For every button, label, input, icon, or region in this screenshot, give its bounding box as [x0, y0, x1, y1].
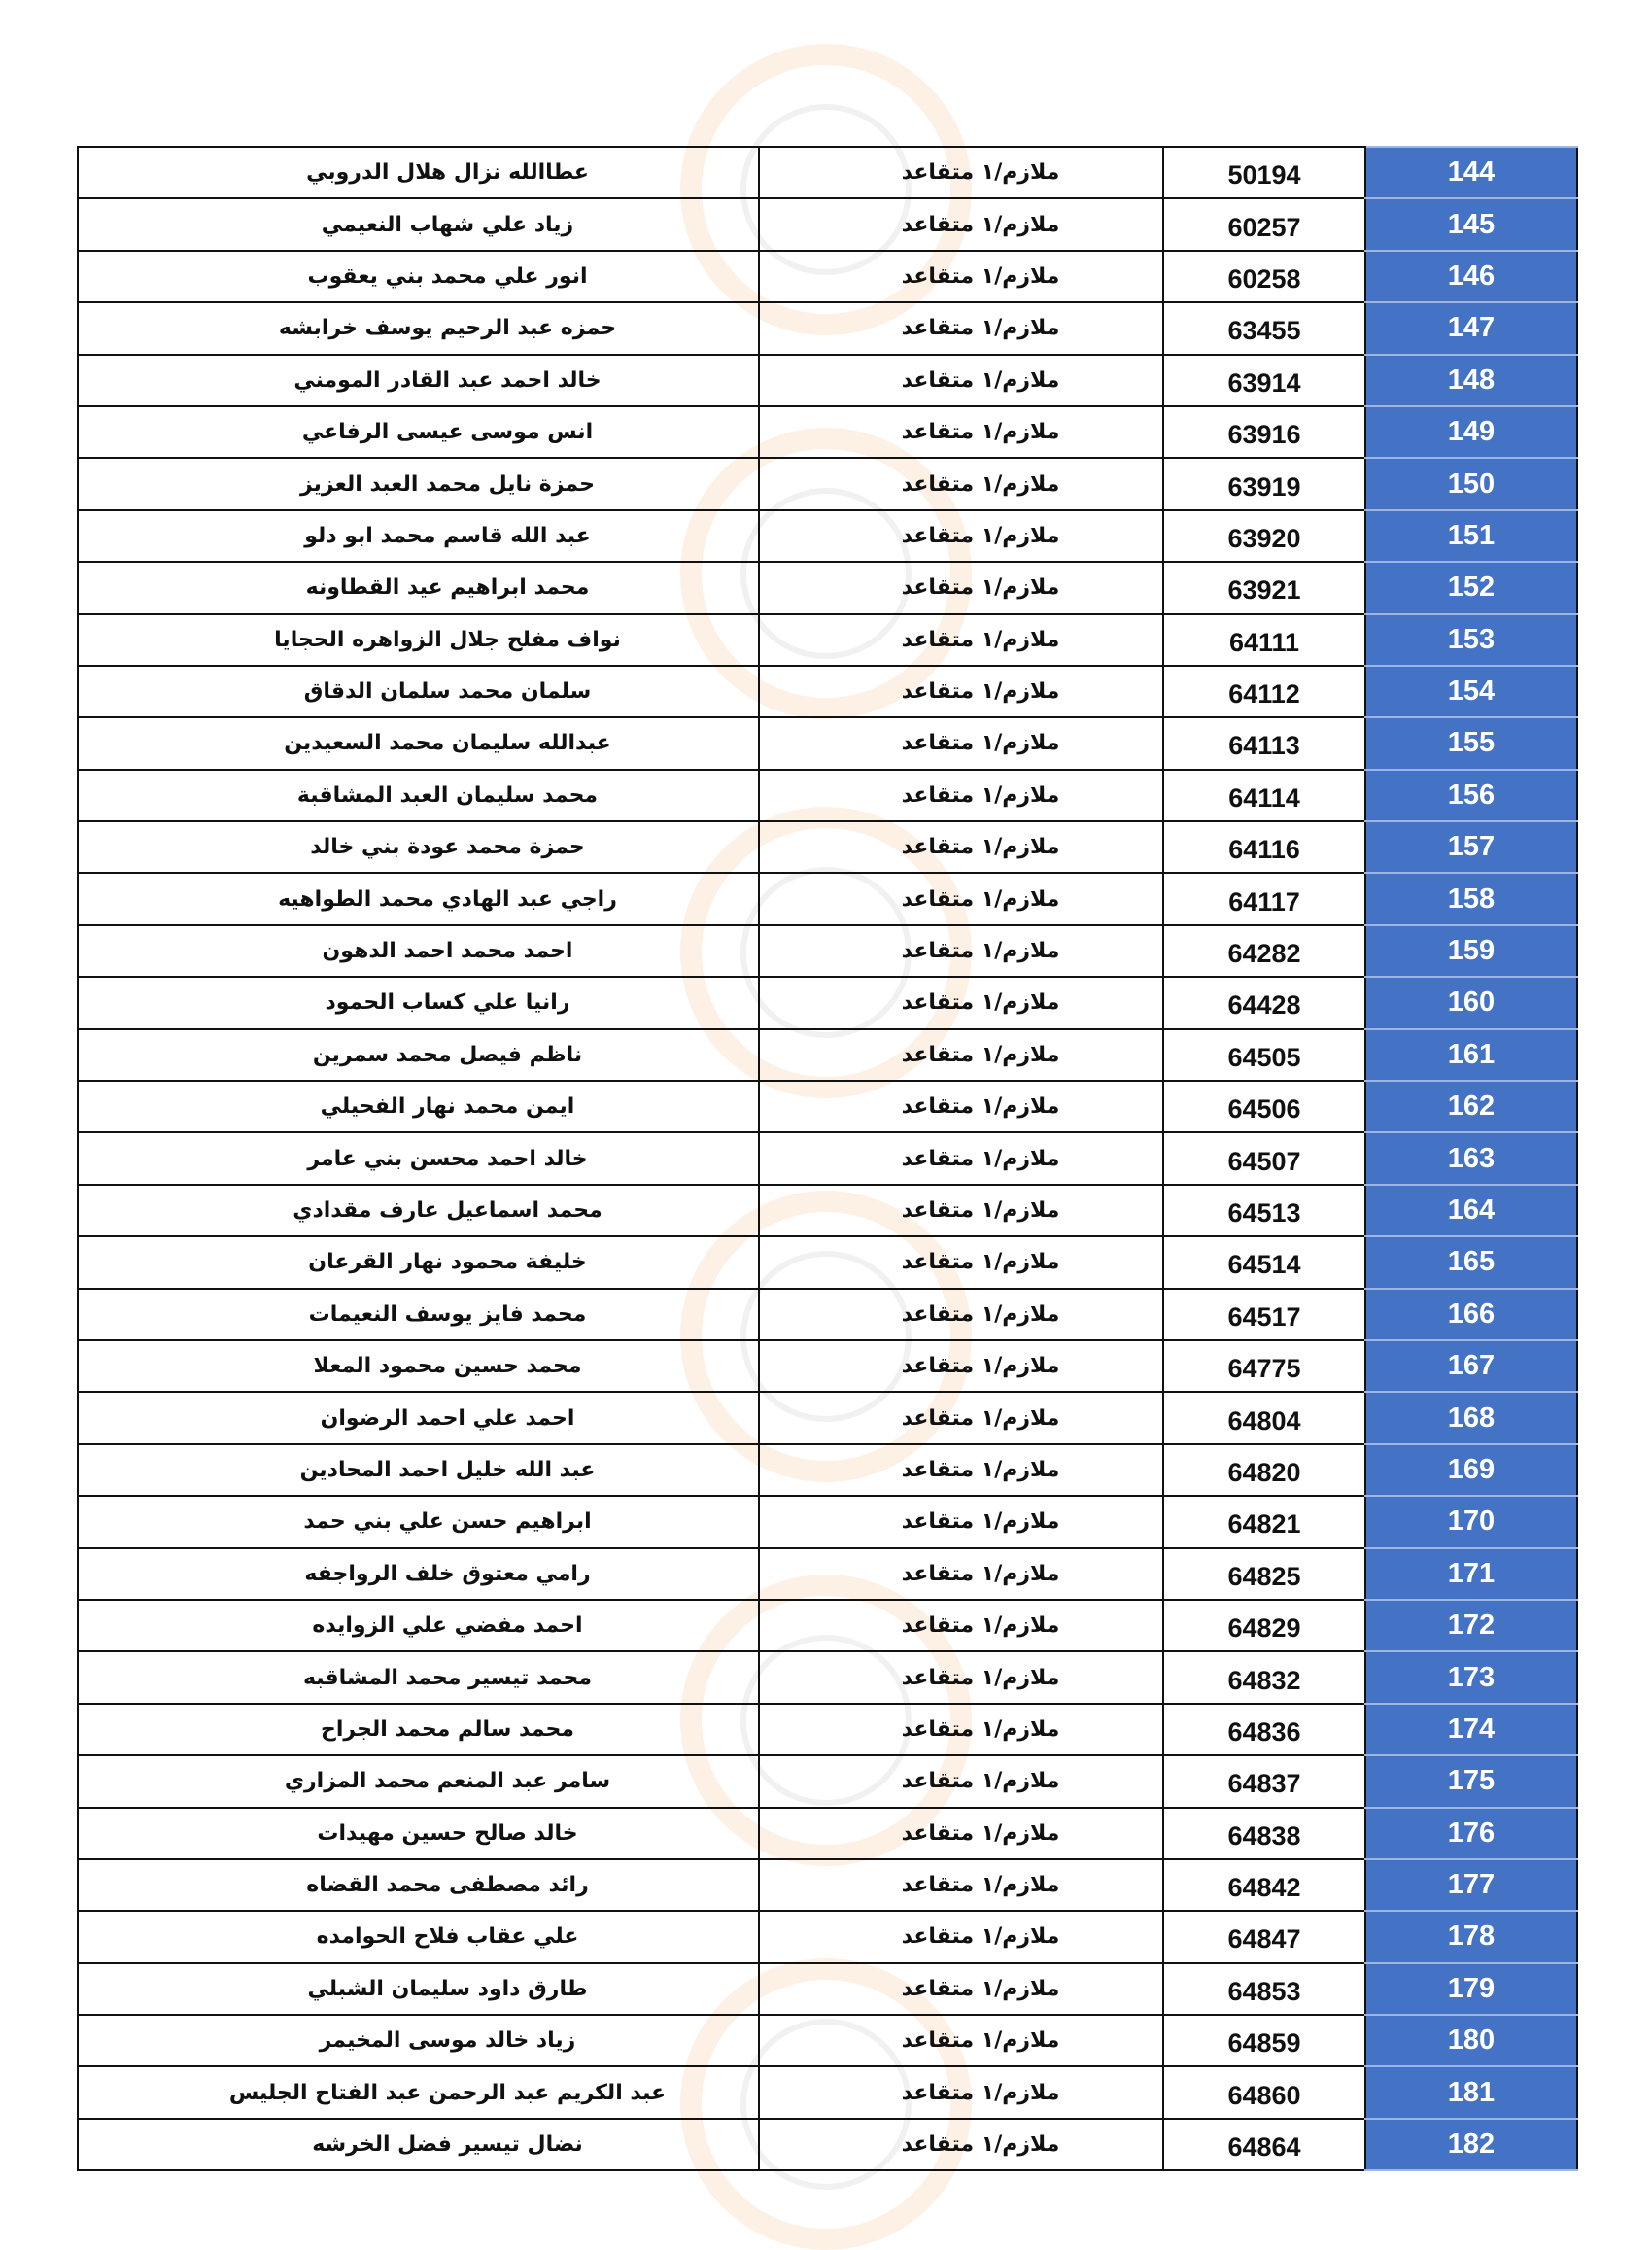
rank-cell: ملازم/١ متقاعد: [759, 1755, 1163, 1807]
military-number: 64514: [1163, 1236, 1365, 1288]
row-index: 145: [1365, 198, 1577, 250]
military-number: 60257: [1163, 198, 1365, 250]
table-row: [78, 1132, 1577, 1184]
row-index: 178: [1365, 1911, 1577, 1962]
rank-cell: ملازم/١ متقاعد: [759, 1392, 1163, 1443]
military-number: 64804: [1163, 1392, 1365, 1443]
full-name: محمد سالم محمد الجراح: [78, 1704, 759, 1755]
rank-cell: ملازم/١ متقاعد: [759, 1236, 1163, 1288]
table-row: [78, 614, 1577, 666]
table-row: [78, 666, 1577, 717]
rank-cell: ملازم/١ متقاعد: [759, 717, 1163, 769]
full-name: حمزة محمد عودة بني خالد: [78, 821, 759, 873]
table-row: [78, 1808, 1577, 1859]
full-name: نضال تيسير فضل الخرشه: [78, 2119, 759, 2170]
row-index: 167: [1365, 1340, 1577, 1392]
military-number: 64513: [1163, 1185, 1365, 1236]
full-name: نواف مفلح جلال الزواهره الحجايا: [78, 614, 759, 666]
table-row: [78, 1600, 1577, 1651]
table-row: [78, 355, 1577, 406]
military-number: 64820: [1163, 1444, 1365, 1496]
row-index: 173: [1365, 1651, 1577, 1703]
full-name: احمد محمد احمد الدهون: [78, 925, 759, 977]
rank-cell: ملازم/١ متقاعد: [759, 1029, 1163, 1081]
row-index: 166: [1365, 1289, 1577, 1340]
military-number: 63919: [1163, 458, 1365, 509]
row-index: 163: [1365, 1132, 1577, 1184]
rank-cell: ملازم/١ متقاعد: [759, 1704, 1163, 1755]
row-index: 177: [1365, 1859, 1577, 1911]
military-number: 64825: [1163, 1548, 1365, 1600]
military-number: 64860: [1163, 2066, 1365, 2118]
military-number: 64116: [1163, 821, 1365, 873]
military-number: 64775: [1163, 1340, 1365, 1392]
table-row: [78, 198, 1577, 250]
rank-cell: ملازم/١ متقاعد: [759, 1081, 1163, 1132]
full-name: احمد مفضي علي الزوايده: [78, 1600, 759, 1651]
table-row: [78, 302, 1577, 354]
military-number: 63455: [1163, 302, 1365, 354]
rank-cell: ملازم/١ متقاعد: [759, 1548, 1163, 1600]
table-row: [78, 770, 1577, 821]
military-number: 64113: [1163, 717, 1365, 769]
rank-cell: ملازم/١ متقاعد: [759, 1963, 1163, 2015]
military-number: 64507: [1163, 1132, 1365, 1184]
rank-cell: ملازم/١ متقاعد: [759, 355, 1163, 406]
rank-cell: ملازم/١ متقاعد: [759, 770, 1163, 821]
military-number: 64112: [1163, 666, 1365, 717]
full-name: عبدالله سليمان محمد السعيدين: [78, 717, 759, 769]
row-index: 147: [1365, 302, 1577, 354]
full-name: عبد الله خليل احمد المحادين: [78, 1444, 759, 1496]
row-index: 158: [1365, 873, 1577, 924]
row-index: 156: [1365, 770, 1577, 821]
military-number: 63921: [1163, 562, 1365, 613]
row-index: 182: [1365, 2119, 1577, 2170]
row-index: 159: [1365, 925, 1577, 977]
table-row: [78, 1911, 1577, 1962]
military-number: 50194: [1163, 147, 1365, 198]
military-number: 64837: [1163, 1755, 1365, 1807]
military-number: 64836: [1163, 1704, 1365, 1755]
table-row: [78, 406, 1577, 458]
row-index: 175: [1365, 1755, 1577, 1807]
table-row: [78, 821, 1577, 873]
military-number: 64859: [1163, 2015, 1365, 2066]
table-row: [78, 873, 1577, 924]
table-row: [78, 1496, 1577, 1547]
table-row: [78, 458, 1577, 509]
row-index: 179: [1365, 1963, 1577, 2015]
military-number: 64517: [1163, 1289, 1365, 1340]
military-number: 64832: [1163, 1651, 1365, 1703]
row-index: 170: [1365, 1496, 1577, 1547]
rank-cell: ملازم/١ متقاعد: [759, 2119, 1163, 2170]
row-index: 151: [1365, 510, 1577, 562]
table-row: [78, 1704, 1577, 1755]
rank-cell: ملازم/١ متقاعد: [759, 2066, 1163, 2118]
full-name: عبد الكريم عبد الرحمن عبد الفتاح الجليس: [78, 2066, 759, 2118]
table-row: [78, 147, 1577, 198]
row-index: 161: [1365, 1029, 1577, 1081]
full-name: رائد مصطفى محمد القضاه: [78, 1859, 759, 1911]
row-index: 149: [1365, 406, 1577, 458]
full-name: انور علي محمد بني يعقوب: [78, 251, 759, 302]
rank-cell: ملازم/١ متقاعد: [759, 666, 1163, 717]
rank-cell: ملازم/١ متقاعد: [759, 1859, 1163, 1911]
rank-cell: ملازم/١ متقاعد: [759, 1185, 1163, 1236]
table-row: [78, 1548, 1577, 1600]
full-name: خالد احمد محسن بني عامر: [78, 1132, 759, 1184]
rank-cell: ملازم/١ متقاعد: [759, 1444, 1163, 1496]
row-index: 144: [1365, 147, 1577, 198]
row-index: 180: [1365, 2015, 1577, 2066]
military-number: 60258: [1163, 251, 1365, 302]
row-index: 176: [1365, 1808, 1577, 1859]
full-name: محمد اسماعيل عارف مقدادي: [78, 1185, 759, 1236]
rank-cell: ملازم/١ متقاعد: [759, 1651, 1163, 1703]
full-name: محمد حسين محمود المعلا: [78, 1340, 759, 1392]
table-row: [78, 1081, 1577, 1132]
rank-cell: ملازم/١ متقاعد: [759, 458, 1163, 509]
military-number: 63914: [1163, 355, 1365, 406]
row-index: 152: [1365, 562, 1577, 613]
full-name: محمد تيسير محمد المشاقبه: [78, 1651, 759, 1703]
rank-cell: ملازم/١ متقاعد: [759, 614, 1163, 666]
full-name: علي عقاب فلاح الحوامده: [78, 1911, 759, 1962]
military-number: 64842: [1163, 1859, 1365, 1911]
rank-cell: ملازم/١ متقاعد: [759, 562, 1163, 613]
rank-cell: ملازم/١ متقاعد: [759, 821, 1163, 873]
row-index: 153: [1365, 614, 1577, 666]
rank-cell: ملازم/١ متقاعد: [759, 510, 1163, 562]
rank-cell: ملازم/١ متقاعد: [759, 198, 1163, 250]
full-name: خالد احمد عبد القادر المومني: [78, 355, 759, 406]
rank-cell: ملازم/١ متقاعد: [759, 873, 1163, 924]
full-name: عبد الله قاسم محمد ابو دلو: [78, 510, 759, 562]
table-row: [78, 1392, 1577, 1443]
rank-cell: ملازم/١ متقاعد: [759, 1340, 1163, 1392]
military-number: 64838: [1163, 1808, 1365, 1859]
rank-cell: ملازم/١ متقاعد: [759, 147, 1163, 198]
row-index: 157: [1365, 821, 1577, 873]
military-number: 64505: [1163, 1029, 1365, 1081]
row-index: 171: [1365, 1548, 1577, 1600]
table-row: [78, 1340, 1577, 1392]
row-index: 181: [1365, 2066, 1577, 2118]
table-row: [78, 1236, 1577, 1288]
table-row: [78, 2066, 1577, 2118]
row-index: 169: [1365, 1444, 1577, 1496]
military-number: 63920: [1163, 510, 1365, 562]
table-row: [78, 1185, 1577, 1236]
full-name: رانيا علي كساب الحمود: [78, 977, 759, 1028]
full-name: احمد علي احمد الرضوان: [78, 1392, 759, 1443]
row-index: 162: [1365, 1081, 1577, 1132]
full-name: خالد صالح حسين مهيدات: [78, 1808, 759, 1859]
row-index: 164: [1365, 1185, 1577, 1236]
rank-cell: ملازم/١ متقاعد: [759, 1496, 1163, 1547]
full-name: سامر عبد المنعم محمد المزاري: [78, 1755, 759, 1807]
full-name: زياد خالد موسى المخيمر: [78, 2015, 759, 2066]
full-name: زياد علي شهاب النعيمي: [78, 198, 759, 250]
full-name: راجي عبد الهادي محمد الطواهيه: [78, 873, 759, 924]
table-row: [78, 1755, 1577, 1807]
table-row: [78, 977, 1577, 1028]
full-name: طارق داود سليمان الشبلي: [78, 1963, 759, 2015]
table-row: [78, 717, 1577, 769]
retirees-table: [77, 146, 1578, 2171]
full-name: حمزة نايل محمد العبد العزيز: [78, 458, 759, 509]
table-row: [78, 251, 1577, 302]
full-name: خليفة محمود نهار القرعان: [78, 1236, 759, 1288]
rank-cell: ملازم/١ متقاعد: [759, 406, 1163, 458]
military-number: 64117: [1163, 873, 1365, 924]
rank-cell: ملازم/١ متقاعد: [759, 1808, 1163, 1859]
rank-cell: ملازم/١ متقاعد: [759, 925, 1163, 977]
table-row: [78, 1651, 1577, 1703]
military-number: 63916: [1163, 406, 1365, 458]
full-name: محمد ابراهيم عيد القطاونه: [78, 562, 759, 613]
full-name: ناظم فيصل محمد سمرين: [78, 1029, 759, 1081]
rank-cell: ملازم/١ متقاعد: [759, 1911, 1163, 1962]
military-number: 64821: [1163, 1496, 1365, 1547]
table-row: [78, 562, 1577, 613]
military-number: 64506: [1163, 1081, 1365, 1132]
row-index: 146: [1365, 251, 1577, 302]
table-row: [78, 1444, 1577, 1496]
row-index: 160: [1365, 977, 1577, 1028]
row-index: 148: [1365, 355, 1577, 406]
full-name: سلمان محمد سلمان الدقاق: [78, 666, 759, 717]
full-name: انس موسى عيسى الرفاعي: [78, 406, 759, 458]
rank-cell: ملازم/١ متقاعد: [759, 1289, 1163, 1340]
full-name: عطاالله نزال هلال الدروبي: [78, 147, 759, 198]
full-name: محمد فايز يوسف النعيمات: [78, 1289, 759, 1340]
table-row: [78, 1859, 1577, 1911]
table-row: [78, 510, 1577, 562]
table-row: [78, 1029, 1577, 1081]
row-index: 172: [1365, 1600, 1577, 1651]
rank-cell: ملازم/١ متقاعد: [759, 1600, 1163, 1651]
table-row: [78, 1963, 1577, 2015]
military-number: 64847: [1163, 1911, 1365, 1962]
military-number: 64864: [1163, 2119, 1365, 2170]
table-row: [78, 2015, 1577, 2066]
military-number: 64853: [1163, 1963, 1365, 2015]
rank-cell: ملازم/١ متقاعد: [759, 977, 1163, 1028]
military-number: 64114: [1163, 770, 1365, 821]
table-row: [78, 925, 1577, 977]
military-number: 64111: [1163, 614, 1365, 666]
row-index: 168: [1365, 1392, 1577, 1443]
row-index: 150: [1365, 458, 1577, 509]
row-index: 174: [1365, 1704, 1577, 1755]
military-number: 64829: [1163, 1600, 1365, 1651]
rank-cell: ملازم/١ متقاعد: [759, 1132, 1163, 1184]
military-number: 64428: [1163, 977, 1365, 1028]
rank-cell: ملازم/١ متقاعد: [759, 302, 1163, 354]
row-index: 155: [1365, 717, 1577, 769]
military-number: 64282: [1163, 925, 1365, 977]
rank-cell: ملازم/١ متقاعد: [759, 2015, 1163, 2066]
rank-cell: ملازم/١ متقاعد: [759, 251, 1163, 302]
row-index: 165: [1365, 1236, 1577, 1288]
full-name: رامي معتوق خلف الرواجفه: [78, 1548, 759, 1600]
full-name: ايمن محمد نهار الفحيلي: [78, 1081, 759, 1132]
full-name: محمد سليمان العبد المشاقبة: [78, 770, 759, 821]
table-row: [78, 2119, 1577, 2170]
full-name: حمزه عبد الرحيم يوسف خرابشه: [78, 302, 759, 354]
table-row: [78, 1289, 1577, 1340]
full-name: ابراهيم حسن علي بني حمد: [78, 1496, 759, 1547]
row-index: 154: [1365, 666, 1577, 717]
